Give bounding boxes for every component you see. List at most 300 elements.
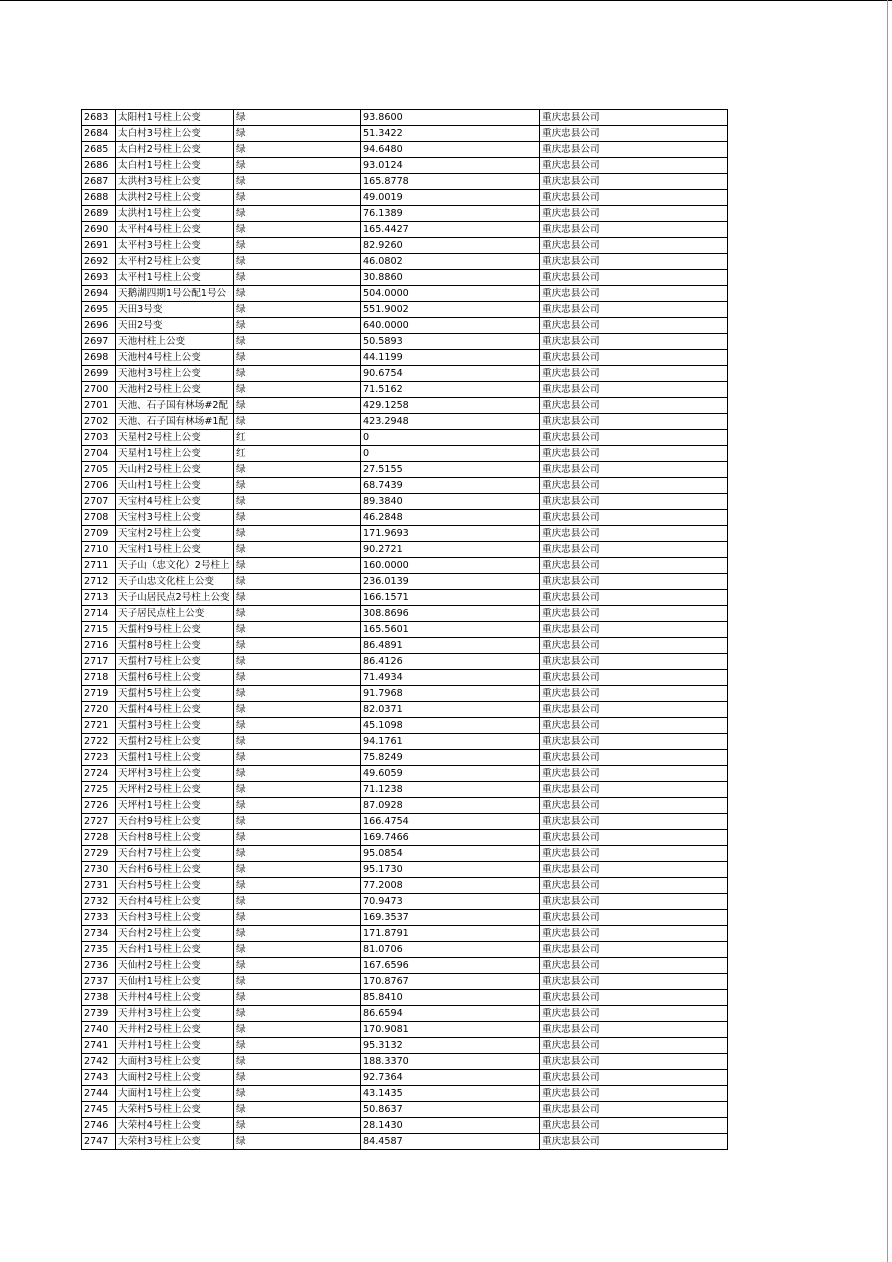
company-cell: 重庆忠县公司 [540,478,728,494]
value-cell: 49.6059 [361,766,540,782]
company-cell: 重庆忠县公司 [540,574,728,590]
status-cell: 绿 [234,142,361,158]
value-cell: 77.2008 [361,878,540,894]
table-row [82,478,728,494]
table-row [82,334,728,350]
row-id-cell: 2735 [82,942,116,958]
table-row [82,894,728,910]
value-cell: 188.3370 [361,1054,540,1070]
row-id-cell: 2747 [82,1134,116,1150]
row-id-cell: 2714 [82,606,116,622]
company-cell: 重庆忠县公司 [540,190,728,206]
table-row [82,510,728,526]
company-cell: 重庆忠县公司 [540,670,728,686]
transformer-name-cell: 天鹅湖四期1号公配1号公 [116,286,234,302]
table-row [82,606,728,622]
table-row [82,926,728,942]
company-cell: 重庆忠县公司 [540,1022,728,1038]
status-cell: 绿 [234,926,361,942]
company-cell: 重庆忠县公司 [540,142,728,158]
row-id-cell: 2732 [82,894,116,910]
table-row [82,494,728,510]
table-row [82,750,728,766]
value-cell: 91.7968 [361,686,540,702]
status-cell: 绿 [234,638,361,654]
transformer-name-cell: 天子山（忠文化）2号柱上 [116,558,234,574]
status-cell: 绿 [234,990,361,1006]
company-cell: 重庆忠县公司 [540,398,728,414]
transformer-name-cell: 天井村3号柱上公变 [116,1006,234,1022]
row-id-cell: 2695 [82,302,116,318]
status-cell: 绿 [234,734,361,750]
row-id-cell: 2726 [82,798,116,814]
status-cell: 绿 [234,1134,361,1150]
value-cell: 86.6594 [361,1006,540,1022]
status-cell: 绿 [234,1118,361,1134]
transformer-name-cell: 天蜇村6号柱上公变 [116,670,234,686]
row-id-cell: 2690 [82,222,116,238]
company-cell: 重庆忠县公司 [540,654,728,670]
row-id-cell: 2740 [82,1022,116,1038]
value-cell: 51.3422 [361,126,540,142]
status-cell: 绿 [234,670,361,686]
transformer-name-cell: 大面村2号柱上公变 [116,1070,234,1086]
row-id-cell: 2739 [82,1006,116,1022]
table-row [82,446,728,462]
transformer-name-cell: 天星村2号柱上公变 [116,430,234,446]
status-cell: 绿 [234,414,361,430]
status-cell: 绿 [234,1006,361,1022]
company-cell: 重庆忠县公司 [540,430,728,446]
table-row [82,110,728,126]
company-cell: 重庆忠县公司 [540,238,728,254]
transformer-name-cell: 大荣村3号柱上公变 [116,1134,234,1150]
company-cell: 重庆忠县公司 [540,462,728,478]
transformer-name-cell: 大荣村4号柱上公变 [116,1118,234,1134]
status-cell: 绿 [234,542,361,558]
value-cell: 68.7439 [361,478,540,494]
value-cell: 169.3537 [361,910,540,926]
transformer-name-cell: 天仙村1号柱上公变 [116,974,234,990]
row-id-cell: 2712 [82,574,116,590]
company-cell: 重庆忠县公司 [540,702,728,718]
table-row [82,222,728,238]
value-cell: 165.4427 [361,222,540,238]
row-id-cell: 2729 [82,846,116,862]
transformer-name-cell: 天宝村2号柱上公变 [116,526,234,542]
transformer-name-cell: 天仙村2号柱上公变 [116,958,234,974]
company-cell: 重庆忠县公司 [540,814,728,830]
status-cell: 绿 [234,606,361,622]
value-cell: 94.1761 [361,734,540,750]
table-row [82,190,728,206]
status-cell: 绿 [234,366,361,382]
transformer-name-cell: 天蜇村7号柱上公变 [116,654,234,670]
status-cell: 绿 [234,958,361,974]
company-cell: 重庆忠县公司 [540,286,728,302]
row-id-cell: 2685 [82,142,116,158]
row-id-cell: 2736 [82,958,116,974]
table-row [82,526,728,542]
status-cell: 绿 [234,798,361,814]
row-id-cell: 2702 [82,414,116,430]
transformer-name-cell: 天池、石子国有林场#2配 [116,398,234,414]
row-id-cell: 2704 [82,446,116,462]
table-row [82,318,728,334]
company-cell: 重庆忠县公司 [540,910,728,926]
company-cell: 重庆忠县公司 [540,1118,728,1134]
table-row [82,670,728,686]
transformer-name-cell: 太洪村2号柱上公变 [116,190,234,206]
row-id-cell: 2713 [82,590,116,606]
company-cell: 重庆忠县公司 [540,894,728,910]
table-row [82,1134,728,1150]
transformer-name-cell: 天井村2号柱上公变 [116,1022,234,1038]
table-row [82,206,728,222]
value-cell: 429.1258 [361,398,540,414]
transformer-name-cell: 天蜇村1号柱上公变 [116,750,234,766]
status-cell: 绿 [234,222,361,238]
row-id-cell: 2705 [82,462,116,478]
status-cell: 绿 [234,254,361,270]
table-row [82,766,728,782]
company-cell: 重庆忠县公司 [540,862,728,878]
value-cell: 87.0928 [361,798,540,814]
status-cell: 绿 [234,590,361,606]
status-cell: 绿 [234,302,361,318]
transformer-name-cell: 天台村2号柱上公变 [116,926,234,942]
table-row [82,286,728,302]
value-cell: 0 [361,430,540,446]
row-id-cell: 2684 [82,126,116,142]
status-cell: 绿 [234,478,361,494]
value-cell: 236.0139 [361,574,540,590]
company-cell: 重庆忠县公司 [540,958,728,974]
value-cell: 43.1435 [361,1086,540,1102]
transformer-name-cell: 太平村3号柱上公变 [116,238,234,254]
row-id-cell: 2706 [82,478,116,494]
transformer-name-cell: 大荣村5号柱上公变 [116,1102,234,1118]
value-cell: 86.4891 [361,638,540,654]
transformer-name-cell: 天台村8号柱上公变 [116,830,234,846]
value-cell: 71.1238 [361,782,540,798]
transformer-name-cell: 天台村7号柱上公变 [116,846,234,862]
row-id-cell: 2692 [82,254,116,270]
company-cell: 重庆忠县公司 [540,302,728,318]
value-cell: 504.0000 [361,286,540,302]
value-cell: 93.8600 [361,110,540,126]
status-cell: 绿 [234,350,361,366]
table-row [82,638,728,654]
row-id-cell: 2724 [82,766,116,782]
status-cell: 绿 [234,174,361,190]
value-cell: 171.9693 [361,526,540,542]
value-cell: 75.8249 [361,750,540,766]
transformer-name-cell: 天池村2号柱上公变 [116,382,234,398]
transformer-name-cell: 天宝村1号柱上公变 [116,542,234,558]
company-cell: 重庆忠县公司 [540,558,728,574]
table-row [82,942,728,958]
table-row [82,302,728,318]
status-cell: 绿 [234,382,361,398]
transformer-name-cell: 天子山居民点2号柱上公变 [116,590,234,606]
value-cell: 44.1199 [361,350,540,366]
transformer-name-cell: 大面村3号柱上公变 [116,1054,234,1070]
status-cell: 绿 [234,942,361,958]
transformer-name-cell: 天台村1号柱上公变 [116,942,234,958]
company-cell: 重庆忠县公司 [540,782,728,798]
value-cell: 95.3132 [361,1038,540,1054]
table-row [82,718,728,734]
row-id-cell: 2689 [82,206,116,222]
status-cell: 绿 [234,494,361,510]
status-cell: 绿 [234,974,361,990]
table-row [82,1022,728,1038]
transformer-name-cell: 太白村1号柱上公变 [116,158,234,174]
value-cell: 160.0000 [361,558,540,574]
status-cell: 绿 [234,702,361,718]
table-row [82,126,728,142]
value-cell: 167.6596 [361,958,540,974]
status-cell: 绿 [234,158,361,174]
transformer-name-cell: 天坪村2号柱上公变 [116,782,234,798]
page-top-border [0,0,892,1]
value-cell: 28.1430 [361,1118,540,1134]
status-cell: 绿 [234,270,361,286]
row-id-cell: 2745 [82,1102,116,1118]
status-cell: 绿 [234,462,361,478]
value-cell: 45.1098 [361,718,540,734]
transformer-name-cell: 天坪村1号柱上公变 [116,798,234,814]
status-cell: 绿 [234,206,361,222]
value-cell: 551.9002 [361,302,540,318]
company-cell: 重庆忠县公司 [540,1070,728,1086]
row-id-cell: 2716 [82,638,116,654]
company-cell: 重庆忠县公司 [540,350,728,366]
transformer-name-cell: 天井村4号柱上公变 [116,990,234,1006]
status-cell: 绿 [234,510,361,526]
transformer-name-cell: 天台村6号柱上公变 [116,862,234,878]
table-row [82,1070,728,1086]
row-id-cell: 2730 [82,862,116,878]
row-id-cell: 2696 [82,318,116,334]
row-id-cell: 2723 [82,750,116,766]
company-cell: 重庆忠县公司 [540,606,728,622]
status-cell: 绿 [234,1102,361,1118]
company-cell: 重庆忠县公司 [540,366,728,382]
table-row [82,878,728,894]
company-cell: 重庆忠县公司 [540,1006,728,1022]
table-row [82,1118,728,1134]
company-cell: 重庆忠县公司 [540,270,728,286]
table-row [82,734,728,750]
company-cell: 重庆忠县公司 [540,222,728,238]
value-cell: 165.8778 [361,174,540,190]
value-cell: 82.0371 [361,702,540,718]
status-cell: 绿 [234,1054,361,1070]
status-cell: 绿 [234,1038,361,1054]
value-cell: 170.9081 [361,1022,540,1038]
value-cell: 85.8410 [361,990,540,1006]
table-row [82,414,728,430]
table-row [82,862,728,878]
table-row [82,590,728,606]
table-row [82,782,728,798]
status-cell: 绿 [234,622,361,638]
transformer-name-cell: 天宝村3号柱上公变 [116,510,234,526]
company-cell: 重庆忠县公司 [540,494,728,510]
transformer-name-cell: 天台村4号柱上公变 [116,894,234,910]
row-id-cell: 2688 [82,190,116,206]
value-cell: 171.8791 [361,926,540,942]
value-cell: 50.5893 [361,334,540,350]
value-cell: 27.5155 [361,462,540,478]
row-id-cell: 2709 [82,526,116,542]
status-cell: 红 [234,430,361,446]
value-cell: 95.1730 [361,862,540,878]
row-id-cell: 2686 [82,158,116,174]
transformer-name-cell: 天蜇村3号柱上公变 [116,718,234,734]
status-cell: 绿 [234,878,361,894]
transformer-name-cell: 太阳村1号柱上公变 [116,110,234,126]
transformer-name-cell: 太平村2号柱上公变 [116,254,234,270]
table-row [82,270,728,286]
transformer-name-cell: 天蜇村9号柱上公变 [116,622,234,638]
value-cell: 308.8696 [361,606,540,622]
table-row [82,990,728,1006]
row-id-cell: 2715 [82,622,116,638]
table-row [82,462,728,478]
company-cell: 重庆忠县公司 [540,734,728,750]
status-cell: 绿 [234,910,361,926]
status-cell: 绿 [234,750,361,766]
table-row [82,702,728,718]
company-cell: 重庆忠县公司 [540,254,728,270]
transformer-name-cell: 天子居民点柱上公变 [116,606,234,622]
table-row [82,430,728,446]
value-cell: 82.9260 [361,238,540,254]
row-id-cell: 2742 [82,1054,116,1070]
status-cell: 绿 [234,830,361,846]
transformer-name-cell: 天蜇村5号柱上公变 [116,686,234,702]
row-id-cell: 2711 [82,558,116,574]
company-cell: 重庆忠县公司 [540,206,728,222]
status-cell: 绿 [234,814,361,830]
transformer-name-cell: 大面村1号柱上公变 [116,1086,234,1102]
row-id-cell: 2731 [82,878,116,894]
company-cell: 重庆忠县公司 [540,830,728,846]
status-cell: 绿 [234,126,361,142]
table-row [82,814,728,830]
company-cell: 重庆忠县公司 [540,942,728,958]
company-cell: 重庆忠县公司 [540,846,728,862]
row-id-cell: 2737 [82,974,116,990]
company-cell: 重庆忠县公司 [540,526,728,542]
row-id-cell: 2707 [82,494,116,510]
table-row [82,830,728,846]
transformer-name-cell: 天山村1号柱上公变 [116,478,234,494]
value-cell: 71.4934 [361,670,540,686]
row-id-cell: 2741 [82,1038,116,1054]
company-cell: 重庆忠县公司 [540,638,728,654]
transformer-name-cell: 天山村2号柱上公变 [116,462,234,478]
company-cell: 重庆忠县公司 [540,1134,728,1150]
row-id-cell: 2710 [82,542,116,558]
transformer-name-cell: 天池村柱上公变 [116,334,234,350]
row-id-cell: 2718 [82,670,116,686]
transformer-name-cell: 太平村1号柱上公变 [116,270,234,286]
row-id-cell: 2721 [82,718,116,734]
company-cell: 重庆忠县公司 [540,926,728,942]
row-id-cell: 2694 [82,286,116,302]
company-cell: 重庆忠县公司 [540,334,728,350]
value-cell: 49.0019 [361,190,540,206]
company-cell: 重庆忠县公司 [540,622,728,638]
value-cell: 90.6754 [361,366,540,382]
row-id-cell: 2722 [82,734,116,750]
company-cell: 重庆忠县公司 [540,990,728,1006]
table-row [82,958,728,974]
status-cell: 绿 [234,526,361,542]
row-id-cell: 2728 [82,830,116,846]
transformer-name-cell: 天田2号变 [116,318,234,334]
value-cell: 46.2848 [361,510,540,526]
table-row [82,974,728,990]
transformer-name-cell: 天蜇村8号柱上公变 [116,638,234,654]
status-cell: 绿 [234,686,361,702]
row-id-cell: 2734 [82,926,116,942]
table-row [82,910,728,926]
status-cell: 绿 [234,782,361,798]
value-cell: 46.0802 [361,254,540,270]
value-cell: 89.3840 [361,494,540,510]
company-cell: 重庆忠县公司 [540,798,728,814]
table-row [82,238,728,254]
row-id-cell: 2691 [82,238,116,254]
value-cell: 640.0000 [361,318,540,334]
table-row [82,1038,728,1054]
row-id-cell: 2687 [82,174,116,190]
value-cell: 76.1389 [361,206,540,222]
transformer-name-cell: 天星村1号柱上公变 [116,446,234,462]
company-cell: 重庆忠县公司 [540,1102,728,1118]
transformer-name-cell: 天蜇村4号柱上公变 [116,702,234,718]
row-id-cell: 2743 [82,1070,116,1086]
row-id-cell: 2746 [82,1118,116,1134]
transformer-name-cell: 天池村3号柱上公变 [116,366,234,382]
status-cell: 绿 [234,766,361,782]
company-cell: 重庆忠县公司 [540,590,728,606]
company-cell: 重庆忠县公司 [540,750,728,766]
company-cell: 重庆忠县公司 [540,110,728,126]
row-id-cell: 2744 [82,1086,116,1102]
value-cell: 95.0854 [361,846,540,862]
row-id-cell: 2719 [82,686,116,702]
value-cell: 166.1571 [361,590,540,606]
table-row [82,254,728,270]
company-cell: 重庆忠县公司 [540,542,728,558]
value-cell: 30.8860 [361,270,540,286]
company-cell: 重庆忠县公司 [540,126,728,142]
value-cell: 93.0124 [361,158,540,174]
transformer-name-cell: 天井村1号柱上公变 [116,1038,234,1054]
transformer-name-cell: 天台村9号柱上公变 [116,814,234,830]
table-row [82,654,728,670]
status-cell: 绿 [234,334,361,350]
row-id-cell: 2725 [82,782,116,798]
value-cell: 71.5162 [361,382,540,398]
row-id-cell: 2683 [82,110,116,126]
